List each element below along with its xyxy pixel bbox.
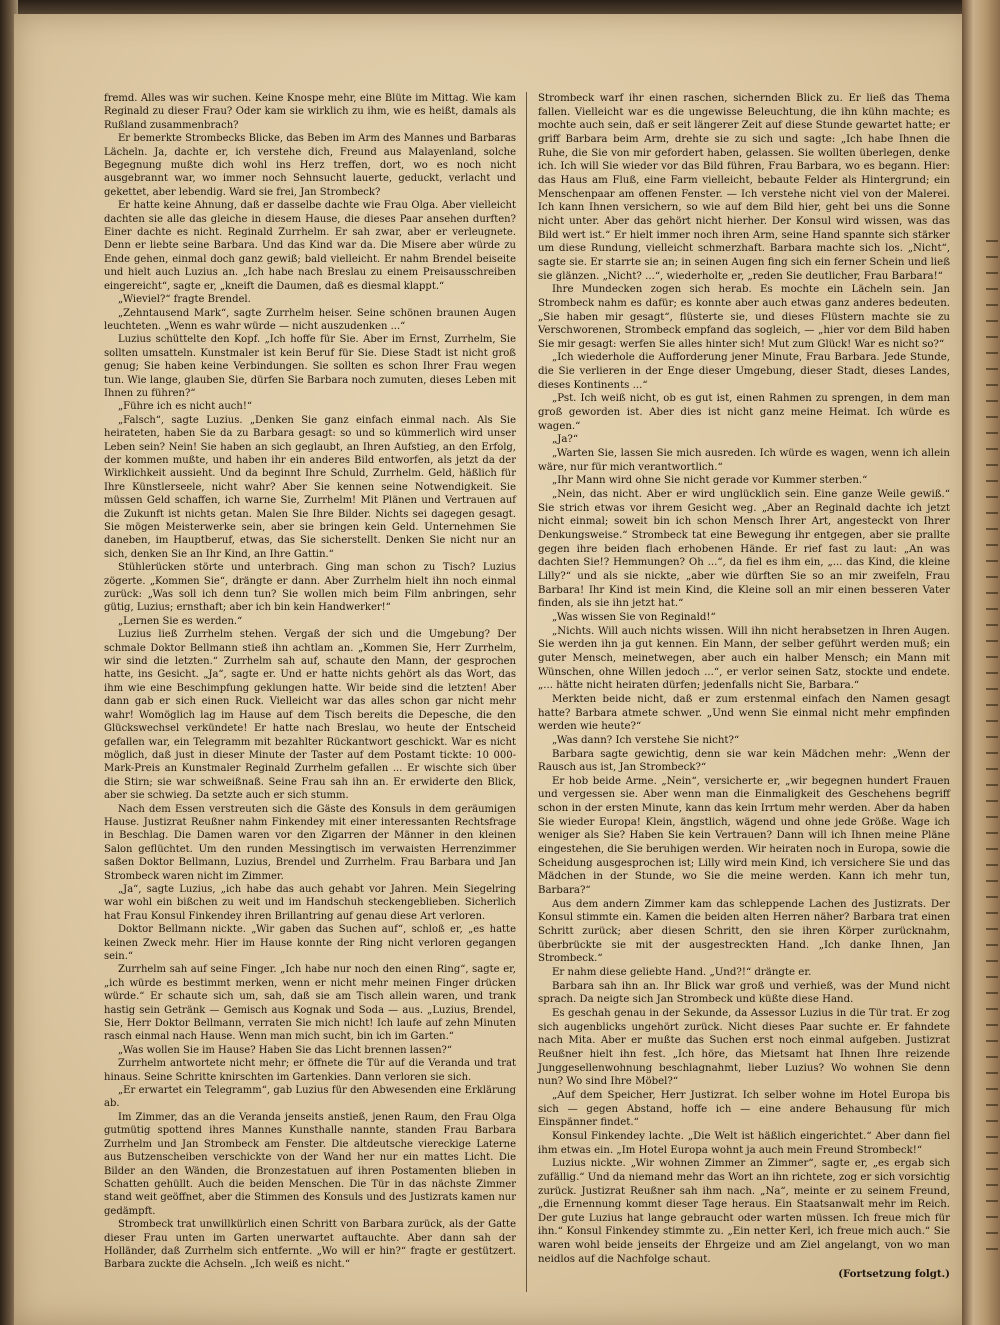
paragraph: „Ja“, sagte Luzius, „ich habe das auch gehabt vor Jahren. Mein Siegelring war wohl ein bißchen zu weit und im Handschuh steckengeblieben. Sicherlich hat Frau Konsul Finkendey ihren Brillantring auf genau diese Art verloren. (104, 883, 516, 922)
paragraph: „Falsch“, sagte Luzius. „Denken Sie ganz einfach einmal nach. Als Sie heirateten, haben Sie da zu Barbara gesagt: so und so kümmerlich wird unser Leben sein? Nein! Sie haben an sich geglaubt, an Ihren Aufstieg, an den Erfolg, der kommen mußte, und haben ihr ein anderes Bild entworfen, als jetzt da der Wirklichkeit aussieht. Und da beginnt Ihre Schuld, Zurrhelm. Geld, häßlich für Ihre Künstlerseele, nicht wahr? Aber Sie kennen seine Notwendigkeit. Sie müssen Geld schaffen, ich warne Sie, Zurrhelm! Mit Plänen und Vertrauen auf die Zukunft ist nichts getan. Malen Sie Ihre Bilder. Nichts sei dagegen gesagt. Sie mögen Meisterwerke sein, aber sie bringen kein Geld. Unternehmen Sie daneben, im Hauptberuf, etwas, das Sie sicherstellt. Denken Sie nicht nur an sich, denken Sie an Ihr Kind, an Ihre Gattin.“ (104, 414, 516, 560)
paragraph: „Nein, das nicht. Aber er wird unglücklich sein. Eine ganze Weile gewiß.“ Sie strich etwas vor ihrem Gesicht weg. „Aber an Reginald dachte ich jetzt nicht einmal; soweit bin ich schon Mensch Ihrer Art, angesteckt von Ihrer Denkungsweise.“ Strombeck tat eine Bewegung ihr entgegen, aber sie prallte gegen ihre beiden flach erhobenen Hände. Er rief fast zu laut: „An was dachten Sie!? Hemmungen? Oh ...“, da fiel es ihm ein, „... das Kind, die kleine Lilly?“ und als sie nickte, „aber wie dürften Sie so an mir zweifeln, Frau Barbara! Ihr Kind ist mein Kind, die Kleine soll an mir einen besseren Vater finden, als sie ihn jetzt hat.“ (538, 489, 950, 610)
paragraph: Barbara sah ihn an. Ihr Blick war groß und verhieß, was der Mund nicht sprach. Da neigte sich Jan Strombeck und küßte diese Hand. (538, 980, 950, 1006)
paragraph: Zurrhelm antwortete nicht mehr; er öffnete die Tür auf die Veranda und trat hinaus. Seine Schritte knirschten im Gartenkies. Dann verloren sie sich. (104, 1058, 516, 1083)
paragraph: Er nahm diese geliebte Hand. „Und?!“ drängte er. (552, 967, 812, 978)
paragraph: „Was wollen Sie im Hause? Haben Sie das Licht brennen lassen?“ (118, 1044, 453, 1056)
paragraph: Stühlerücken störte und unterbrach. Ging man schon zu Tisch? Luzius zögerte. „Kommen Sie“, drängte er dann. Aber Zurrhelm hielt ihn noch einmal zurück: „Was soll ich denn tun? Sie wollen mich beim Film anbringen, sehr gütig, Luzius; ernsthaft; aber ich bin kein Handwerker!“ (104, 562, 516, 614)
paragraph: Es geschah genau in der Sekunde, da Assessor Luzius in die Tür trat. Er zog sich augenblicks ungehört zurück. Nicht dieses Paar suchte er. Er fahndete nach Mita. Aber er mußte das Suchen erst noch einmal aufgeben. Justizrat Reußner hielt ihn fest. „Ich höre, das Mietsamt hat Ihnen Ihre reizende Junggesellenwohnung beschlagnahmt, lieber Luzius? Wo wohnen Sie denn nun? Wo sind Ihre Möbel?“ (538, 1007, 950, 1088)
paragraph: Nach dem Essen verstreuten sich die Gäste des Konsuls in dem geräumigen Hause. Justizrat Reußner nahm Finkendey mit einer interessanten Rechtsfrage in Beschlag. Die Damen waren vor den Zigarren der Männer in den kleinen Salon geflüchtet. Um den runden Messingtisch im verwaisten Herrenzimmer saßen Doktor Bellmann, Luzius, Brendel und Zurrhelm. Frau Barbara und Jan Strombeck waren nicht im Zimmer. (104, 803, 516, 882)
right-text-column (538, 92, 950, 1282)
paragraph: fremd. Alles was wir suchen. Keine Knospe mehr, eine Blüte im Mittag. Wie kam Reginald zu dieser Frau? Oder kam sie wirklich zu ihm, wie es heißt, damals als Rußland zusammenbrach? (104, 93, 516, 131)
paragraph: „Ich wiederhole die Aufforderung jener Minute, Frau Barbara. Jede Stunde, die Sie verlieren in der Enge dieser Umgebung, dieser Stadt, dieses Landes, dieses Kontinents ...“ (538, 352, 950, 391)
paragraph: Zurrhelm sah auf seine Finger. „Ich habe nur noch den einen Ring“, sagte er, „ich würde es bestimmt merken, wenn er nicht mehr meinen Finger drücken würde.“ Er schaute sich um, sah, daß sie am Tisch allein waren, und trank hastig sein Getränk — Gemisch aus Kognak und Soda — aus. „Luzius, Brendel, Sie, Herr Doktor Bellmann, verraten Sie mich nicht! Ich laufe auf zehn Minuten rasch einmal nach Hause. Wenn man mich sucht, bin ich im Garten.“ (104, 964, 516, 1043)
paragraph: „Lernen Sie es werden.“ (118, 615, 243, 627)
paragraph: „Zehntausend Mark“, sagte Zurrhelm heiser. Seine schönen braunen Augen leuchteten. „Wenn es wahr würde — nicht auszudenken ...“ (104, 307, 516, 332)
paragraph: Luzius nickte. „Wir wohnen Zimmer an Zimmer“, sagte er, „es ergab sich zufällig.“ Und da niemand mehr das Wort an ihn richtete, zog er sich vorsichtig zurück. Justizrat Reußner sah ihm nach. „Na“, meinte er zu seinem Freund, „die Ernennung kommt dieser Tage heraus. Ein Staatsanwalt mehr im Reich. Der gute Luzius hat lange gebraucht oder warten müssen. Ich freue mich für ihn.“ Konsul Finkendey stimmte zu. „Ein netter Kerl, ich freue mich auch.“ Sie waren wohl beide jenseits der Ehrgeize und am Ziel angelangt, von wo man neidlos auf die Nachfolge schaut. (538, 1158, 950, 1265)
paragraph: Er hatte keine Ahnung, daß er dasselbe dachte wie Frau Olga. Aber vielleicht dachten sie alle das gleiche in diesem Hause, die dieses Paar ansehen durften? Einer dachte es nicht. Reginald Zurrhelm. Er sah zwar, aber er verleugnete. Denn er liebte seine Barbara. Und das Kind war da. Die Misere aber würde zu Ende gehen, einmal doch ganz gewiß; bald vielleicht. Er nahm Brendel beiseite und hielt auch Luzius an. „Ich habe nach Breslau zu einem Preisausschreiben eingereicht“, sagte er, „kneift die Daumen, daß es diesmal klappt.“ (104, 200, 516, 292)
paragraph: „Wieviel?“ fragte Brendel. (118, 294, 251, 306)
column-divider (526, 92, 527, 1292)
paragraph: Er hob beide Arme. „Nein“, versicherte er, „wir begegnen hundert Frauen und vergessen sie. Aber wenn man die Einmaligkeit des Geschehens begriff schon in der ersten Minute, kann das kein Irrtum mehr werden. Aber da haben Sie wieder Europa! Klein, ängstlich, wägend und ohne jede Größe. Wage ich weniger als Sie? Haben Sie kein Vertrauen? Dann will ich Ihnen meine Pläne eingestehen, die Sie beruhigen werden. Wir heiraten noch in Europa, sowie die Scheidung ausgesprochen ist; Lilly wird mein Kind, ich versichere Sie und das Mädchen in der Stunde, wo Sie die meine werden. Kann ich mehr tun, Barbara?“ (538, 775, 950, 897)
paragraph: „Nichts. Will auch nichts wissen. Will ihn nicht herabsetzen in Ihren Augen. Sie werden ihn ja gut kennen. Ein Mann, der selber geführt werden muß; ein guter Mensch, meinetwegen, aber auch ein halber Mensch; ein Mann mit Wünschen, ohne Willen jedoch ...“, er verlor seinen Satz, stockte und endete. „... hätte nicht heiraten dürfen; jedenfalls nicht Sie, Barbara.“ (538, 625, 950, 692)
paragraph: Luzius schüttelte den Kopf. „Ich hoffe für Sie. Aber im Ernst, Zurrhelm, Sie sollten umsatteln. Kunstmaler ist kein Beruf für Sie. Diese Stadt ist nicht groß genug; Sie haben keine Verbindungen. Sie sollten es schon Ihrer Frau wegen tun. Wie lange, glauben Sie, dürfen Sie Barbara noch zumuten, dieses Leben mit Ihnen zu führen?“ (104, 334, 516, 399)
paragraph: Doktor Bellmann nickte. „Wir gaben das Suchen auf“, schloß er, „es hatte keinen Zweck mehr. Hier im Hause konnte der Ring nicht verloren gegangen sein.“ (104, 924, 516, 962)
paragraph: „Was dann? Ich verstehe Sie nicht?“ (552, 734, 740, 746)
paragraph: „Er erwartet ein Telegramm“, gab Luzius für den Abwesenden eine Erklärung ab. (104, 1085, 516, 1110)
paragraph: Merkten beide nicht, daß er zum erstenmal einfach den Namen gesagt hatte? Barbara atmete schwer. „Und wenn Sie einmal nicht mehr empfinden werden wie heute?“ (538, 693, 950, 733)
paragraph: „Pst. Ich weiß nicht, ob es gut ist, einen Rahmen zu sprengen, in dem man groß geworden ist. Aber dies ist nicht ganz meine Heimat. Ich würde es wagen.“ (538, 393, 950, 432)
continuation-note: (Fortsetzung folgt.) (838, 1268, 950, 1281)
paragraph: Barbara sagte gewichtig, denn sie war kein Mädchen mehr: „Wenn der Rausch aus ist, Jan Strombeck?“ (538, 748, 950, 774)
adjacent-page-text (986, 240, 998, 1260)
paragraph: „Warten Sie, lassen Sie mich ausreden. Ich würde es wagen, wenn ich allein wäre, nur für mich verantwortlich.“ (538, 448, 950, 473)
paragraph: Er bemerkte Strombecks Blicke, das Beben im Arm des Mannes und Barbaras Lächeln. Ja, dachte er, ich verstehe dich, Freund aus Malayenland, solche Begegnung mußte dich wohl ins Herz treffen, dort, wo es noch nicht ausgebrannt war, wo immer noch Sehnsucht lauerte, geduckt, verlacht und gekettet, aber lebendig. Ward sie frei, Jan Strombeck? (104, 133, 516, 198)
paragraph: Aus dem andern Zimmer kam das schleppende Lachen des Justizrats. Der Konsul stimmte ein. Kamen die beiden alten Herren näher? Barbara trat einen Schritt zurück; aber diesen Schritt, den sie ihren Körper zurücknahm, überbrückte sie mit der ausgestreckten Hand. „Ich danke Ihnen, Jan Strombeck.“ (538, 898, 950, 965)
paragraph: Ihre Mundecken zogen sich herab. Es mochte ein Lächeln sein. Jan Strombeck nahm es dafür; es konnte aber auch etwas ganz anderes bedeuten. „Sie haben mir gesagt“, flüsterte sie, und dieses Flüstern machte sie zu Verschworenen, Strombeck empfand das sogleich, — „hier vor dem Bild haben Sie mir gesagt: werfen Sie alles hinter sich! Mut zum Glück! War es nicht so?“ (538, 284, 950, 350)
paragraph: „Auf dem Speicher, Herr Justizrat. Ich selber wohne im Hotel Europa bis sich — gegen Abstand, hoffe ich — eine andere Behausung für mich Einspänner findet.“ (538, 1089, 950, 1129)
paragraph: „Ihr Mann wird ohne Sie nicht gerade vor Kummer sterben.“ (552, 475, 868, 487)
paragraph: „Führe ich es nicht auch!“ (118, 401, 252, 413)
paragraph: Luzius ließ Zurrhelm stehen. Vergaß der sich und die Umgebung? Der schmale Doktor Bellmann stieß ihn achtlam an. „Kommen Sie, Herr Zurrhelm, wir sind die letzten.“ Zurrhelm sah auf, schaute den Mann, der gesprochen hatte, ins Gesicht. „Ja“, sagte er. Und er hatte nichts gehört als das Wort, das ihm wie eine Beschimpfung geklungen hatte. Wir beide sind die letzten! Aber dann gab er sich einen Ruck. Vielleicht war das alles schon gar nicht mehr wahr! Womöglich lag im Hause auf dem Tisch bereits die Depesche, die den Glückswechsel verkündete! Er hatte nach Breslau, wo heute der Entscheid gefallen war, ein Telegramm mit bezahlter Rückantwort geschickt. War es nicht möglich, daß just in dieser Minute der Taster auf dem Postamt tickte: 10 000-Mark-Preis an Kunstmaler Reginald Zurrhelm gefallen ... Er wischte sich über die Stirn; sie war schweißnaß. Seine Frau sah ihn an. Er erwiderte den Blick, aber sie schwieg. Da setzte auch er sich stumm. (104, 629, 516, 802)
paragraph: Konsul Finkendey lachte. „Die Welt ist häßlich eingerichtet.“ Aber dann fiel ihm etwas ein. „Im Hotel Europa wohnt ja auch mein Freund Strombeck!“ (538, 1130, 950, 1156)
left-text-column (104, 92, 516, 1272)
paragraph: „Was wissen Sie von Reginald!“ (552, 611, 716, 623)
paragraph: „Ja?“ (552, 434, 579, 446)
paragraph: Strombeck warf ihr einen raschen, sichernden Blick zu. Er ließ das Thema fallen. Vielleicht war es die ungewisse Beleuchtung, die ihn kühn machte; es mochte auch sein, daß er seit längerer Zeit auf diese Stunde gewartet hatte; er griff Barbara beim Arm, drehte sie zu sich und sagte: „Ich habe Ihnen die Ruhe, die Sie von mir gefordert haben, gelassen. Sie wollten überlegen, denke ich. Ich will Sie wieder vor das Bild führen, Frau Barbara, wo es begann. Hier: das Haus am Fluß, eine Farm vielleicht, bebaute Felder als Hintergrund; ein Menschenpaar am offenen Fenster. — Ich verstehe nicht viel von der Malerei. Ich kann Ihnen versichern, so wie auf dem Bild hier, geht bei uns die Sonne nicht unter. Aber das gehört nicht hierher. Der Konsul wird wissen, was das Bild wert ist.“ Er hielt immer noch ihren Arm, seine Hand spannte sich stärker um diese Rundung, vielleicht schmerzhaft. Barbara machte sich los. „Nicht“, sagte sie. Er starrte sie an; in seinen Augen fing sich ein ferner Schein und ließ sie glänzen. „Nicht? ...“, wiederholte er, „reden Sie deutlicher, Frau Barbara!“ (538, 93, 950, 282)
paragraph: Im Zimmer, das an die Veranda jenseits anstieß, jenen Raum, den Frau Olga gutmütig spottend ihres Mannes Kunsthalle nannte, standen Frau Barbara Zurrhelm und Jan Strombeck am Fenster. Die altdeutsche viereckige Laterne aus Butzenscheiben verschickte von der Wand her nur ein mattes Licht. Die Bilder an den Wänden, die Bronzestatuen auf ihren Postamenten blieben in Schatten gehüllt. Auch die beiden Menschen. Die Tür in das nächste Zimmer stand weit geöffnet, aber die Stimmen des Konsuls und des Justizrats kamen nur gedämpft. (104, 1111, 516, 1217)
paragraph: Strombeck trat unwillkürlich einen Schritt von Barbara zurück, als der Gatte dieser Frau unten im Garten unerwartet auftauchte. Aber dann sah der Holländer, daß Zurrhelm sich entfernte. „Wo will er hin?“ fragte er gestützert. Barbara zuckte die Achseln. „Ich weiß es nicht.“ (104, 1219, 516, 1271)
